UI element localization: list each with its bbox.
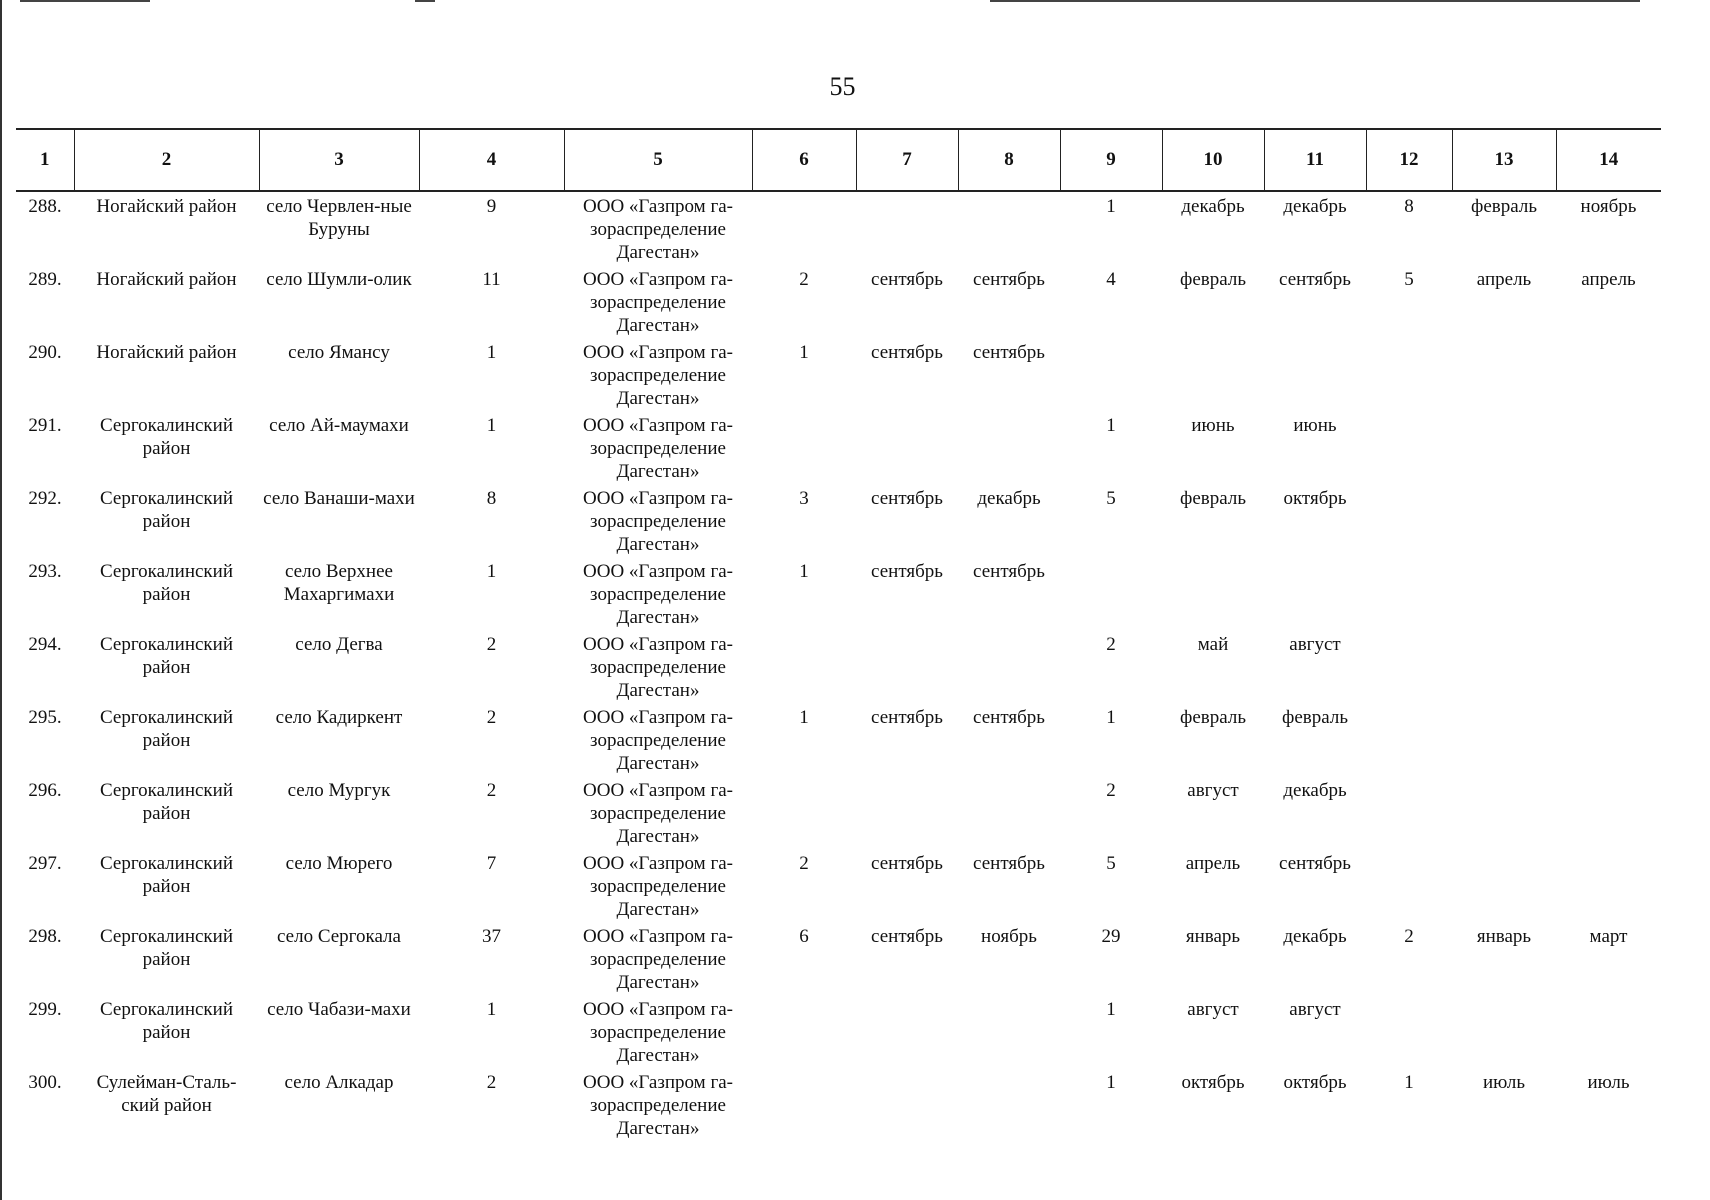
count-col9-cell: 1 [1106,1072,1116,1093]
count-col9-cell [1060,338,1162,411]
settlement-cell: село Алкадар [284,1072,394,1093]
organization-cell: ООО «Газпром га-зораспределение Дагестан» [583,853,733,920]
count-col4-cell: 1 [486,415,497,436]
count-col12-cell [1366,849,1452,922]
count-col9-cell: 2 [1106,780,1116,801]
month-col11-cell: август [1289,999,1341,1020]
column-header-2: 2 [74,129,259,191]
district-cell: Сергокалинский район [99,780,234,824]
count-col6-cell [752,630,856,703]
month-col8-cell: сентябрь [973,342,1045,363]
count-col6-cell [752,776,856,849]
count-col9-cell: 5 [1106,488,1116,509]
month-col13-cell [1452,703,1556,776]
month-col7-cell: сентябрь [871,853,943,874]
month-col8-cell [958,995,1060,1068]
row-number-cell: 299. [28,999,62,1020]
count-col6-cell: 2 [799,269,809,290]
row-number-cell: 295. [28,707,62,728]
count-col9-cell [1060,557,1162,630]
scan-artifact [990,0,1640,2]
month-col7-cell: сентябрь [871,269,943,290]
table-row [16,1068,1661,1141]
column-header-7: 7 [856,129,958,191]
settlement-cell: село Мюрего [285,853,393,874]
district-cell: Сергокалинский район [99,488,234,532]
count-col9-cell: 1 [1106,999,1116,1020]
organization-cell: ООО «Газпром га-зораспределение Дагестан» [583,561,733,628]
count-col4-cell: 2 [486,707,497,728]
month-col8-cell: декабрь [977,488,1041,509]
count-col4-cell: 37 [482,926,501,947]
count-col6-cell: 1 [799,561,809,582]
district-cell: Ногайский район [96,342,237,363]
month-col8-cell [958,191,1060,265]
column-header-5: 5 [564,129,752,191]
month-col10-cell [1162,557,1264,630]
month-col10-cell: июнь [1191,415,1235,436]
count-col9-cell: 1 [1106,415,1116,436]
month-col7-cell [856,776,958,849]
month-col8-cell [958,411,1060,484]
month-col13-cell [1452,484,1556,557]
organization-cell: ООО «Газпром га-зораспределение Дагестан» [583,196,733,263]
month-col11-cell: декабрь [1283,926,1347,947]
settlement-cell: село Шумли-олик [266,269,412,290]
month-col14-cell [1556,630,1661,703]
month-col14-cell [1556,411,1661,484]
count-col9-cell: 29 [1101,926,1121,947]
count-col4-cell: 11 [482,269,501,290]
count-col6-cell [752,1068,856,1141]
count-col12-cell: 2 [1404,926,1414,947]
month-col13-cell [1452,776,1556,849]
month-col14-cell [1556,776,1661,849]
month-col13-cell: февраль [1471,196,1537,217]
month-col11-cell: декабрь [1283,196,1347,217]
table-row [16,191,1661,265]
count-col4-cell: 1 [486,342,497,363]
month-col7-cell [856,191,958,265]
count-col4-cell: 2 [486,780,497,801]
month-col8-cell [958,776,1060,849]
count-col12-cell [1366,484,1452,557]
count-col9-cell: 1 [1106,707,1116,728]
district-cell: Сергокалинский район [99,634,234,678]
month-col13-cell: апрель [1476,269,1532,290]
month-col10-cell: апрель [1185,853,1241,874]
count-col12-cell [1366,995,1452,1068]
month-col7-cell: сентябрь [871,561,943,582]
month-col8-cell: сентябрь [973,853,1045,874]
row-number-cell: 296. [28,780,62,801]
month-col8-cell: ноябрь [981,926,1037,947]
settlement-cell: село Ямансу [288,342,390,363]
count-col9-cell: 4 [1106,269,1116,290]
table-row [16,265,1661,338]
month-col10-cell: октябрь [1181,1072,1245,1093]
district-cell: Сулейман-Сталь-ский район [96,1072,237,1116]
organization-cell: ООО «Газпром га-зораспределение Дагестан» [583,999,733,1066]
row-number-cell: 290. [28,342,62,363]
table-row [16,776,1661,849]
month-col7-cell [856,1068,958,1141]
count-col12-cell: 8 [1404,196,1414,217]
table-row [16,557,1661,630]
settlement-cell: село Сергокала [277,926,401,947]
scan-artifact [20,0,150,2]
month-col13-cell [1452,995,1556,1068]
settlement-cell: село Ай-маумахи [269,415,409,436]
row-number-cell: 300. [28,1072,62,1093]
count-col6-cell [752,411,856,484]
column-header-11: 11 [1264,129,1366,191]
organization-cell: ООО «Газпром га-зораспределение Дагестан» [583,342,733,409]
month-col13-cell: январь [1476,926,1532,947]
count-col6-cell: 3 [799,488,809,509]
month-col11-cell: февраль [1282,707,1348,728]
column-header-10: 10 [1162,129,1264,191]
month-col10-cell: август [1187,780,1239,801]
month-col13-cell [1452,557,1556,630]
month-col14-cell [1556,703,1661,776]
month-col7-cell: сентябрь [871,707,943,728]
count-col12-cell [1366,630,1452,703]
count-col9-cell: 2 [1106,634,1116,655]
organization-cell: ООО «Газпром га-зораспределение Дагестан» [583,415,733,482]
month-col11-cell: октябрь [1283,1072,1347,1093]
column-header-1: 1 [16,129,74,191]
month-col11-cell: сентябрь [1279,853,1351,874]
count-col12-cell: 5 [1404,269,1414,290]
column-header-6: 6 [752,129,856,191]
month-col7-cell [856,995,958,1068]
scan-edge [0,0,2,1200]
count-col6-cell [752,995,856,1068]
month-col7-cell: сентябрь [871,926,943,947]
table-row [16,995,1661,1068]
scan-artifact [415,0,435,2]
count-col12-cell [1366,703,1452,776]
month-col11-cell [1264,557,1366,630]
count-col4-cell: 2 [486,1072,497,1093]
column-header-4: 4 [419,129,564,191]
count-col4-cell: 2 [486,634,497,655]
column-header-3: 3 [259,129,419,191]
count-col9-cell: 5 [1106,853,1116,874]
row-number-cell: 289. [28,269,62,290]
district-cell: Сергокалинский район [99,853,234,897]
column-header-9: 9 [1060,129,1162,191]
month-col10-cell: май [1197,634,1229,655]
month-col11-cell [1264,338,1366,411]
month-col10-cell: декабрь [1181,196,1245,217]
table-row [16,849,1661,922]
table-row [16,630,1661,703]
table-row [16,338,1661,411]
district-cell: Сергокалинский район [99,707,234,751]
settlement-cell: село Дегва [295,634,383,655]
month-col10-cell [1162,338,1264,411]
column-header-12: 12 [1366,129,1452,191]
count-col12-cell [1366,557,1452,630]
organization-cell: ООО «Газпром га-зораспределение Дагестан» [583,707,733,774]
count-col6-cell: 2 [799,853,809,874]
month-col8-cell: сентябрь [973,561,1045,582]
count-col6-cell: 6 [799,926,809,947]
organization-cell: ООО «Газпром га-зораспределение Дагестан» [583,926,733,993]
count-col4-cell: 1 [486,999,497,1020]
month-col13-cell: июль [1482,1072,1526,1093]
month-col13-cell [1452,411,1556,484]
month-col10-cell: февраль [1180,707,1246,728]
month-col7-cell: сентябрь [871,342,943,363]
row-number-cell: 294. [28,634,62,655]
month-col11-cell: август [1289,634,1341,655]
row-number-cell: 298. [28,926,62,947]
month-col13-cell [1452,849,1556,922]
month-col10-cell: август [1187,999,1239,1020]
month-col11-cell: июнь [1293,415,1337,436]
month-col14-cell: июль [1587,1072,1630,1093]
month-col13-cell [1452,630,1556,703]
count-col4-cell: 9 [486,196,497,217]
district-cell: Сергокалинский район [99,415,234,459]
district-cell: Сергокалинский район [99,926,234,970]
month-col8-cell [958,630,1060,703]
district-cell: Ногайский район [96,269,237,290]
settlement-cell: село Чабази-махи [267,999,411,1020]
month-col14-cell: ноябрь [1580,196,1637,217]
column-header-8: 8 [958,129,1060,191]
month-col8-cell [958,1068,1060,1141]
month-col7-cell [856,630,958,703]
column-header-13: 13 [1452,129,1556,191]
row-number-cell: 288. [28,196,62,217]
count-col4-cell: 7 [486,853,497,874]
column-header-14: 14 [1556,129,1661,191]
month-col7-cell: сентябрь [871,488,943,509]
count-col12-cell [1366,411,1452,484]
settlement-cell: село Ванаши-махи [263,488,415,509]
table-header-row [16,129,1661,191]
month-col13-cell [1452,338,1556,411]
table-body [16,191,1661,1141]
count-col6-cell [752,191,856,265]
count-col12-cell [1366,338,1452,411]
page-number: 55 [829,72,856,101]
organization-cell: ООО «Газпром га-зораспределение Дагестан» [583,634,733,701]
month-col14-cell [1556,484,1661,557]
month-col11-cell: декабрь [1283,780,1347,801]
settlement-cell: село Кадиркент [275,707,403,728]
row-number-cell: 297. [28,853,62,874]
month-col14-cell: апрель [1581,269,1636,290]
district-cell: Сергокалинский район [99,561,234,605]
settlement-cell: село Червлен-ные Буруны [266,196,412,240]
month-col14-cell [1556,849,1661,922]
month-col14-cell [1556,557,1661,630]
organization-cell: ООО «Газпром га-зораспределение Дагестан» [583,488,733,555]
table-row [16,411,1661,484]
district-cell: Ногайский район [96,196,237,217]
count-col4-cell: 1 [486,561,497,582]
row-number-cell: 291. [28,415,62,436]
month-col8-cell: сентябрь [973,269,1045,290]
settlement-cell: село Мургук [287,780,391,801]
month-col14-cell [1556,995,1661,1068]
district-cell: Сергокалинский район [99,999,234,1043]
schedule-table [16,128,1661,1141]
table-row [16,703,1661,776]
organization-cell: ООО «Газпром га-зораспределение Дагестан» [583,780,733,847]
month-col8-cell: сентябрь [973,707,1045,728]
month-col10-cell: февраль [1180,488,1246,509]
settlement-cell: село Верхнее Махаргимахи [283,561,395,605]
count-col9-cell: 1 [1106,196,1116,217]
count-col4-cell: 8 [486,488,497,509]
count-col6-cell: 1 [799,707,809,728]
organization-cell: ООО «Газпром га-зораспределение Дагестан» [583,1072,733,1139]
count-col6-cell: 1 [799,342,809,363]
table-row [16,922,1661,995]
month-col14-cell [1556,338,1661,411]
month-col14-cell: март [1589,926,1628,947]
month-col11-cell: октябрь [1283,488,1347,509]
row-number-cell: 293. [28,561,62,582]
month-col10-cell: январь [1185,926,1241,947]
month-col7-cell [856,411,958,484]
row-number-cell: 292. [28,488,62,509]
table-row [16,484,1661,557]
organization-cell: ООО «Газпром га-зораспределение Дагестан» [583,269,733,336]
month-col11-cell: сентябрь [1279,269,1351,290]
count-col12-cell: 1 [1404,1072,1414,1093]
month-col10-cell: февраль [1180,269,1246,290]
count-col12-cell [1366,776,1452,849]
